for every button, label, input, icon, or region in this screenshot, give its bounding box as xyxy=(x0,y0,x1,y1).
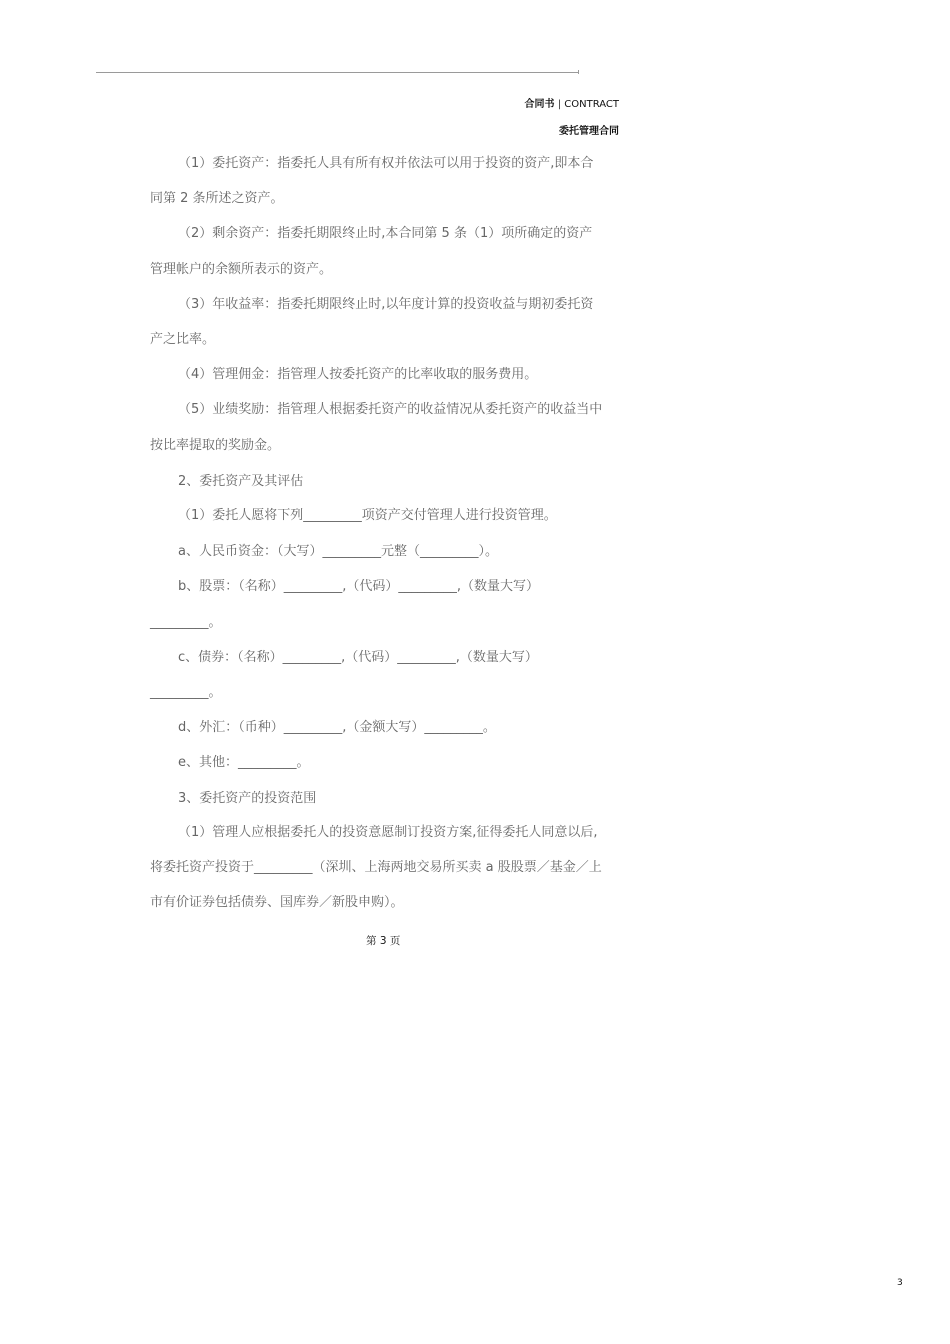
body-line: a、人民币资金：（大写）_________元整（_________）。 xyxy=(178,544,498,559)
body-line: 按比率提取的奖励金。 xyxy=(150,438,281,453)
body-line: 产之比率。 xyxy=(150,332,216,347)
brand-separator: | xyxy=(557,99,562,110)
body-line: （1）委托人愿将下列_________项资产交付管理人进行投资管理。 xyxy=(178,508,557,523)
brand-en: CONTRACT xyxy=(564,99,619,110)
document-title: 委托管理合同 xyxy=(559,126,619,137)
body-line: （1）委托资产：指委托人具有所有权并依法可以用于投资的资产,即本合 xyxy=(178,156,594,171)
body-line: b、股票：（名称）_________,（代码）_________,（数量大写） xyxy=(178,579,540,594)
body-line: （1）管理人应根据委托人的投资意愿制订投资方案,征得委托人同意以后, xyxy=(178,825,598,840)
section-heading: 3、委托资产的投资范围 xyxy=(178,791,317,806)
body-line: （3）年收益率：指委托期限终止时,以年度计算的投资收益与期初委托资 xyxy=(178,297,594,312)
page-label: 第 3 页 xyxy=(366,935,401,947)
body-line: _________。 xyxy=(150,685,222,700)
page-number: 3 xyxy=(897,1278,903,1288)
body-line: d、外汇：（币种）_________,（金额大写）_________。 xyxy=(178,720,496,735)
body-line: 同第 2 条所述之资产。 xyxy=(150,191,284,206)
body-line: （2）剩余资产：指委托期限终止时,本合同第 5 条（1）项所确定的资产 xyxy=(178,226,593,241)
body-line: 将委托资产投资于_________（深圳、上海两地交易所买卖 a 股股票／基金／上 xyxy=(150,860,602,875)
body-line: 市有价证券包括债券、国库券／新股申购）。 xyxy=(150,895,404,910)
body-line: e、其他：_________。 xyxy=(178,755,310,770)
body-line: c、债券：（名称）_________,（代码）_________,（数量大写） xyxy=(178,650,538,665)
body-line: （5）业绩奖励：指管理人根据委托资产的收益情况从委托资产的收益当中 xyxy=(178,402,603,417)
brand-cn: 合同书 xyxy=(524,99,555,110)
section-heading: 2、委托资产及其评估 xyxy=(178,474,304,489)
body-line: 管理帐户的余额所表示的资产。 xyxy=(150,262,333,277)
body-line: （4）管理佣金：指管理人按委托资产的比率收取的服务费用。 xyxy=(178,367,538,382)
body-line: _________。 xyxy=(150,615,222,630)
